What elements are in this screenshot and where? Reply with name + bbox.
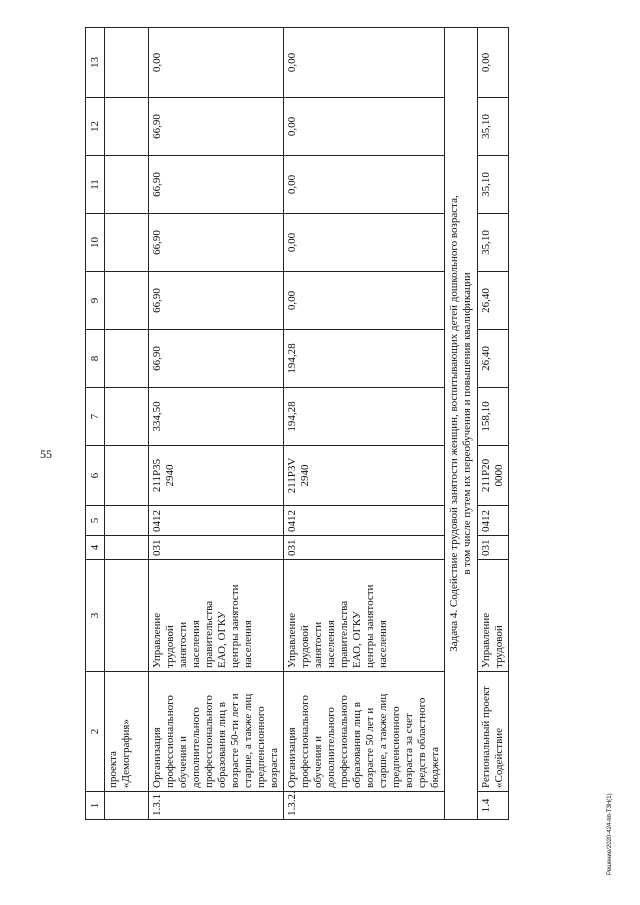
cell-year: 0,00	[284, 28, 445, 98]
cell-year: 0,00	[284, 98, 445, 156]
cell-code: 211Р20 0000	[478, 446, 509, 506]
cell-executor: Управление трудовой занятости населения правительства ЕАО, ОГКУ центры занятости населения	[149, 560, 284, 672]
header-cell: 10	[86, 214, 105, 272]
header-cell: 7	[86, 388, 105, 446]
header-cell: 5	[86, 506, 105, 536]
cell-code: 211Р35 2940	[149, 446, 284, 506]
budget-table	[85, 27, 509, 820]
cell-section: 0412	[478, 506, 509, 536]
cell-year: 35,10	[478, 214, 509, 272]
cell-executor: Управление трудовой	[478, 560, 509, 672]
cell-total: 194,28	[284, 388, 445, 446]
cell-name: проекта «Демография»	[105, 672, 149, 792]
cell-year: 66,90	[149, 214, 284, 272]
table-row	[478, 28, 509, 820]
cell-year: 66,90	[149, 98, 284, 156]
cell-section	[105, 506, 149, 536]
cell-year: 66,90	[149, 156, 284, 214]
cell-year: 66,90	[149, 330, 284, 388]
cell-year: 35,10	[478, 98, 509, 156]
cell-year: 66,90	[149, 272, 284, 330]
task-row	[445, 28, 478, 820]
page-number: 55	[40, 447, 52, 461]
cell-index: 1.3.1	[149, 792, 284, 820]
task-heading: Задача 4. Содействие трудовой занятости женщин, воспитывающих детей дошкольного возраста, в том числе путем их переобучения и повышения квалификации	[445, 28, 478, 820]
header-cell: 11	[86, 156, 105, 214]
cell-grbs: 031	[478, 536, 509, 560]
cell-year: 0,00	[284, 156, 445, 214]
cell-total	[105, 388, 149, 446]
cell-year: 0,00	[478, 28, 509, 98]
header-cell: 6	[86, 446, 105, 506]
cell-year: 26,40	[478, 272, 509, 330]
budget-table-rotated	[85, 30, 585, 820]
cell-name: Организация профессионального обучения и дополнительного профессионального образования лиц в возрасте 50 лет и старше, а также лиц предпенсионного возраста за счет средств областного бюджета	[284, 672, 445, 792]
header-cell: 2	[86, 672, 105, 792]
header-cell: 4	[86, 536, 105, 560]
header-cell: 8	[86, 330, 105, 388]
cell-index	[105, 792, 149, 820]
cell-code	[105, 446, 149, 506]
cell-year	[105, 98, 149, 156]
cell-year: 0,00	[284, 214, 445, 272]
header-cell: 12	[86, 98, 105, 156]
cell-index: 1.3.2.	[284, 792, 445, 820]
cell-code: 211Р3V 2940	[284, 446, 445, 506]
cell-grbs	[105, 536, 149, 560]
cell-grbs: 031	[149, 536, 284, 560]
cell-section: 0412	[149, 506, 284, 536]
cell-year: 194,28	[284, 330, 445, 388]
cell-year	[105, 214, 149, 272]
cell-year: 35,10	[478, 156, 509, 214]
document-code: Решение/2020-424-пп-ТЗН(1)	[607, 793, 613, 875]
header-cell: 3	[86, 560, 105, 672]
cell-total: 158,10	[478, 388, 509, 446]
table-row	[105, 28, 149, 820]
cell-year: 0,00	[284, 272, 445, 330]
table-row	[149, 28, 284, 820]
cell-name: Организация профессионального обучения и дополнительного профессионального образования лиц в возрасте 50-ти лет и старше, а также лиц предпенсионного возраста	[149, 672, 284, 792]
cell-executor	[105, 560, 149, 672]
cell-year	[105, 156, 149, 214]
cell-total: 334,50	[149, 388, 284, 446]
header-cell: 1	[86, 792, 105, 820]
header-cell: 9	[86, 272, 105, 330]
cell-year	[105, 272, 149, 330]
cell-index: 1.4	[478, 792, 509, 820]
cell-name: Региональный проект «Содействие	[478, 672, 509, 792]
cell-year: 26,40	[478, 330, 509, 388]
cell-year: 0,00	[149, 28, 284, 98]
cell-year	[105, 28, 149, 98]
cell-section: 0412	[284, 506, 445, 536]
header-cell: 13	[86, 28, 105, 98]
cell-grbs: 031	[284, 536, 445, 560]
header-row	[86, 28, 105, 820]
cell-year	[105, 330, 149, 388]
table-row	[284, 28, 445, 820]
cell-executor: Управление трудовой занятости населения правительства ЕАО, ОГКУ центры занятости населения	[284, 560, 445, 672]
